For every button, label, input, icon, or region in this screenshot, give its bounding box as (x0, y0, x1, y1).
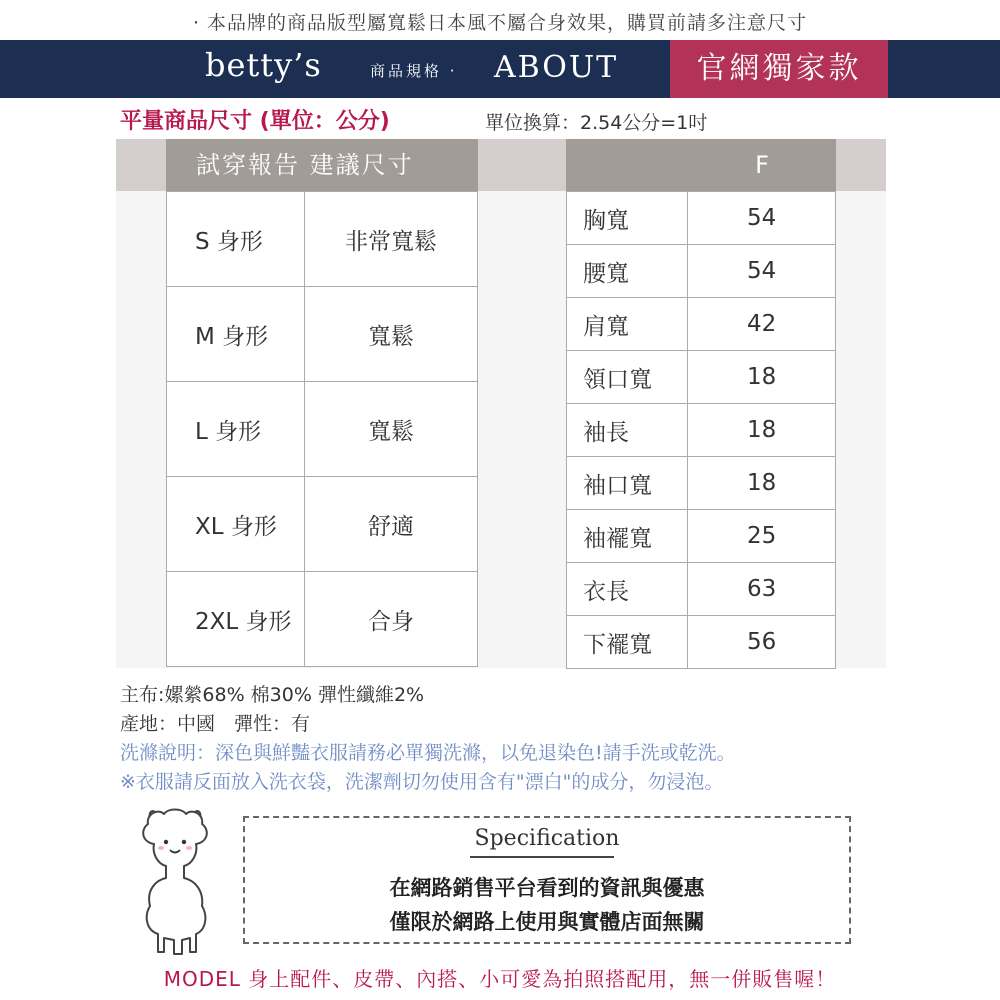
measure-name: 肩寬 (567, 298, 688, 351)
sizing-notice: · 本品牌的商品版型屬寬鬆日本風不屬合身效果，購買前請多注意尺寸 (192, 12, 808, 34)
spec-label (370, 60, 458, 81)
body-type-cell: L 身形 (167, 382, 305, 477)
material-info: 主布:嫘縈68% 棉30% 彈性纖維2% (120, 684, 425, 706)
measure-value: 18 (688, 351, 836, 404)
table-row (567, 563, 836, 616)
specification-box (243, 816, 851, 944)
size-header (566, 139, 836, 191)
measure-name: 袖長 (567, 404, 688, 457)
table-row (167, 287, 478, 382)
body-type-cell: XL 身形 (167, 477, 305, 572)
fit-cell: 非常寬鬆 (305, 192, 478, 287)
measure-value: 18 (688, 404, 836, 457)
measure-name: 胸寬 (567, 192, 688, 245)
measure-name: 下襬寬 (567, 616, 688, 669)
body-type-cell: M 身形 (167, 287, 305, 382)
table-row (567, 616, 836, 669)
table-row (567, 351, 836, 404)
measure-value: 56 (688, 616, 836, 669)
table-row (167, 572, 478, 667)
spec-line-1: 在網路銷售平台看到的資訊與優惠 (389, 876, 705, 900)
fit-report-table (166, 191, 478, 667)
table-row (567, 192, 836, 245)
about-title: ABOUT (494, 50, 619, 85)
alpaca-icon (134, 806, 216, 964)
measure-value: 18 (688, 457, 836, 510)
measure-name: 領口寬 (567, 351, 688, 404)
measure-value: 25 (688, 510, 836, 563)
exclusive-badge: 官網獨家款 (670, 40, 888, 98)
table-row (167, 382, 478, 477)
measure-name: 衣長 (567, 563, 688, 616)
table-row (567, 510, 836, 563)
size-header-label: F (755, 151, 769, 179)
fit-cell: 寬鬆 (305, 382, 478, 477)
table-row (567, 298, 836, 351)
table-row (567, 245, 836, 298)
origin-info: 產地：中國 彈性：有 (120, 713, 311, 735)
brand-logo[interactable]: betty’s (205, 46, 322, 84)
fit-cell: 舒適 (305, 477, 478, 572)
fit-report-header (166, 139, 478, 191)
measure-value: 42 (688, 298, 836, 351)
table-row (567, 457, 836, 510)
wash-instructions: 洗滌說明：深色與鮮豔衣服請務必單獨洗滌，以免退染色!請手洗或乾洗。 (120, 742, 736, 764)
measurement-table (566, 191, 836, 669)
measure-name: 腰寬 (567, 245, 688, 298)
specification-title: Specification (474, 826, 620, 851)
model-accessory-note: MODEL 身上配件、皮帶、內搭、小可愛為拍照搭配用，無一併販售喔！ (163, 967, 837, 991)
table-row (567, 404, 836, 457)
wash-warning: ※衣服請反面放入洗衣袋，洗潔劑切勿使用含有"漂白"的成分，勿浸泡。 (120, 771, 724, 793)
table-row (167, 192, 478, 287)
body-type-cell: 2XL 身形 (167, 572, 305, 667)
brand-header (0, 40, 1000, 98)
fit-report-header-label: 試穿報告 建議尺寸 (196, 151, 414, 179)
measure-value: 54 (688, 245, 836, 298)
spec-line-2: 僅限於網路上使用與實體店面無關 (389, 910, 705, 934)
measure-name: 袖口寬 (567, 457, 688, 510)
measure-value: 54 (688, 192, 836, 245)
measure-name: 袖襬寬 (567, 510, 688, 563)
title-underline (470, 856, 614, 858)
unit-conversion-note: 單位換算：2.54公分=1吋 (485, 112, 708, 134)
size-table-title: 平量商品尺寸 (單位：公分) (120, 109, 390, 134)
table-row (167, 477, 478, 572)
fit-cell: 合身 (305, 572, 478, 667)
measure-value: 63 (688, 563, 836, 616)
fit-cell: 寬鬆 (305, 287, 478, 382)
spec-label-text: 商品規格 (370, 62, 443, 80)
body-type-cell: S 身形 (167, 192, 305, 287)
separator-dot: · (449, 62, 458, 80)
